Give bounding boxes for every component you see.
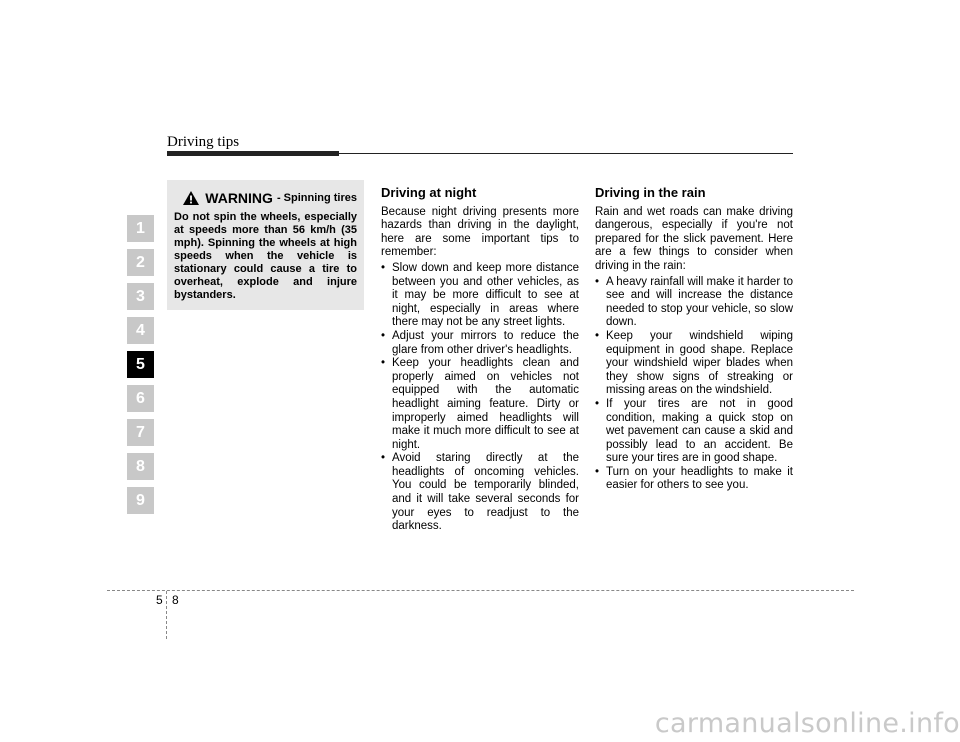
chapter-tab-3[interactable]: 3 xyxy=(127,283,154,310)
header-rule-thin xyxy=(339,153,793,154)
chapter-tab-2[interactable]: 2 xyxy=(127,249,154,276)
list-item: • Keep your headlights clean and properly aimed on vehicles not equipped with the automatic headlight aiming feature. Dirty or improperly aimed headlights will make it much more difficult to see at night. xyxy=(381,357,579,452)
chapter-tab-1[interactable]: 1 xyxy=(127,215,154,242)
footer-divider xyxy=(107,590,854,591)
list-item: • A heavy rainfall will make it harder to see and will increase the distance needed to stop your vehicle, so slow down. xyxy=(595,276,793,330)
chapter-tab-6[interactable]: 6 xyxy=(127,385,154,412)
night-driving-intro: Because night driving presents more hazards than driving in the daylight, here are some important tips to remember: xyxy=(381,205,579,259)
rain-driving-tips xyxy=(595,276,793,494)
warning-subtitle: - Spinning tires xyxy=(276,192,357,204)
watermark: carmanualsonline.info xyxy=(654,708,960,739)
list-item: • Keep your windshield wiping equipment in good shape. Replace your windshield wiper blades when they show signs of streaking or missing areas on the windshield. xyxy=(595,330,793,398)
page-number: 8 xyxy=(172,593,179,607)
warning-label: WARNING xyxy=(205,190,273,206)
page-chapter-number: 5 xyxy=(156,593,163,607)
night-driving-section xyxy=(381,186,579,534)
rain-driving-section xyxy=(595,186,793,493)
page-header-title: Driving tips xyxy=(167,134,240,150)
list-item: • Adjust your mirrors to reduce the glare from other driver's headlights. xyxy=(381,330,579,357)
chapter-tab-8[interactable]: 8 xyxy=(127,453,154,480)
chapter-tab-5[interactable]: 5 xyxy=(127,351,154,378)
footer-page-divider xyxy=(166,591,167,639)
chapter-tab-4[interactable]: 4 xyxy=(127,317,154,344)
night-driving-tips xyxy=(381,262,579,534)
list-item: • Avoid staring directly at the headlights of oncoming vehicles. You could be temporarily blinded, and it will take several seconds for your eyes to readjust to the darkness. xyxy=(381,452,579,534)
warning-text: Do not spin the wheels, especially at speeds more than 56 km/h (35 mph). Spinning the wheels at high speeds when the vehicle is stationary could cause a tire to overheat, explode and injure bystanders. xyxy=(174,211,357,301)
list-item: • Turn on your headlights to make it easier for others to see you. xyxy=(595,466,793,493)
chapter-tab-9[interactable]: 9 xyxy=(127,487,154,514)
chapter-tabs xyxy=(127,215,154,521)
rain-driving-title: Driving in the rain xyxy=(595,185,706,200)
list-item: • Slow down and keep more distance between you and other vehicles, as it may be more difficult to see at night, especially in areas where there may not be any street lights. xyxy=(381,262,579,330)
warning-header xyxy=(174,190,357,206)
list-item: • If your tires are not in good condition, making a quick stop on wet pavement can cause a skid and possibly lead to an accident. Be sure your tires are in good shape. xyxy=(595,398,793,466)
warning-box xyxy=(167,180,364,310)
warning-triangle-icon xyxy=(182,190,200,206)
night-driving-title: Driving at night xyxy=(381,185,477,200)
chapter-tab-7[interactable]: 7 xyxy=(127,419,154,446)
header-rule-thick xyxy=(167,151,339,156)
rain-driving-intro: Rain and wet roads can make driving dangerous, especially if you're not prepared for the slick pavement. Here are a few things to consider when driving in the rain: xyxy=(595,205,793,272)
